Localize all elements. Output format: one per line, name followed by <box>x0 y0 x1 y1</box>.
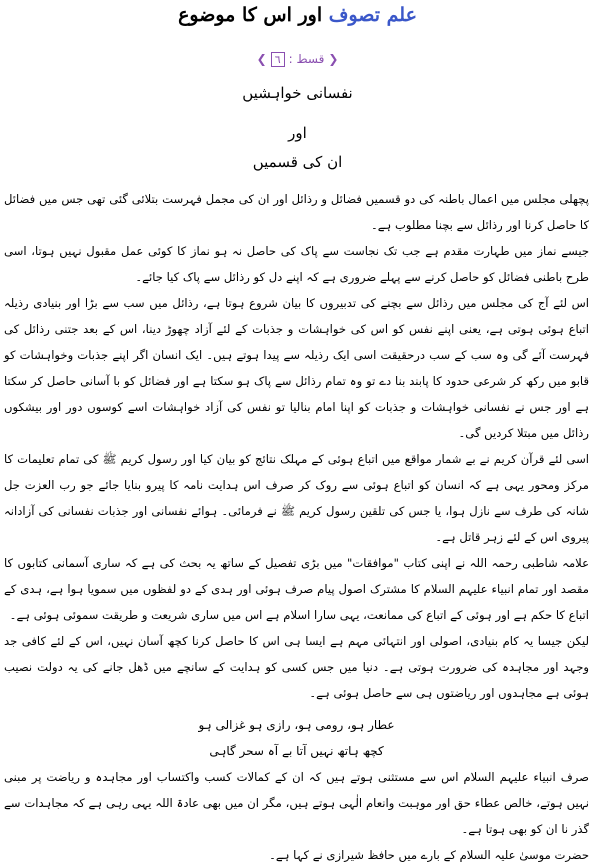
paragraph: صرف انبیاء علیہم السلام اس سے مستثنی ہوتے ہیں کہ ان کے کمالات کسب واکتساب اور مجاہدہ و ریاضت پر مبنی نہیں ہوتے، خالص عطاء حق اور موہبت وانعام الٰہی ہوتے ہیں، مگر ان میں بھی عادۃ اللہ یہی رہی ہے کہ مجاہدات سے گذر نا ان کو بھی ہوتا ہے۔ <box>4 770 589 836</box>
paragraph: جیسے نماز میں طہارت مقدم ہے جب تک نجاست سے پاک کی حاصل نہ ہو نماز کا کوئی عمل مقبول نہیں ہوتا، اسی طرح باطنی فضائل کو حاصل کرنے سے پہلے ضروری ہے کہ اپنے دل کو رذائل سے پاک کیا جائے۔ <box>4 244 589 284</box>
paragraph: علامہ شاطبی رحمہ اللہ نے اپنی کتاب "موافقات" میں بڑی تفصیل کے ساتھ یہ بحث کی ہے کہ ساری آسمانی کتابوں کا مقصد اور تمام انبیاء علیہم السلام کا مشترک اصول پیام صرف ہوئی اور ہدی کے دو لفظوں میں سمویا ہوا ہے، ہدی کے اتباع کا حکم ہے اور ہوئی کے اتباع کی ممانعت، یہی سارا اسلام ہے اس میں ساری شریعت و طریقت سموئی ہوئی ہے۔ <box>4 556 589 622</box>
installment-number: ٦ <box>271 52 285 67</box>
ornament-left-icon: ❯ <box>256 52 267 66</box>
paragraph: حضرت موسیٰ علیہ السلام کے بارے میں حافظ شیرازی نے کہا ہے۔ <box>269 848 589 862</box>
paragraph: اسی لئے قرآن کریم نے بے شمار مواقع میں اتباع ہوئی کے مہلک نتائج کو بیان کیا اور رسول کریم ﷺ کی تمام تعلیمات کا مرکز ومحور یہی ہے کہ انسان کو اتباع ہوئی سے روک کر صرف اس ہدایت نامہ کا پیرو بنایا جائے جو رب العزت جل شانہ کی طرف سے نازل ہوا، یا جس کی تلقین رسول کریم ﷺ نے فرمائی۔ ہوائے نفسانی اور جذبات نفسانی کی آزادانہ پیروی اس کے لئے زہر قاتل ہے۔ <box>4 452 589 544</box>
paragraph: پچھلی مجلس میں اعمال باطنہ کی دو قسمیں فضائل و رذائل اور ان کی مجمل فہرست بتلائی گئی تھی جس میں فضائل کا حاصل کرنا اور رذائل سے بچنا مطلوب ہے۔ <box>4 192 589 232</box>
article-body <box>4 186 589 868</box>
paragraph: اس لئے آج کی مجلس میں رذائل سے بچنے کی تدبیروں کا بیان شروع ہوتا ہے، رذائل میں سب سے بڑا اور بنیادی رذیلہ اتباع ہوئی ہوتی ہے، یعنی اپنے نفس کو اس کی خواہشات و جذبات کے لئے آزاد چھوڑ دینا، اس کے بعد جتنی رذائل کی فہرست آئے گی وہ سب کے سب درحقیقت اسی ایک رذیلہ سے پیدا ہوتے ہیں۔ ایک انسان اگر اپنے جذبات وخواہشات کو قابو میں رکھ کر شرعی حدود کا پابند بنا دے تو وہ تمام رذائل سے پاک ہو سکتا ہے اور فضائل کو با آسانی حاصل کر سکتا ہے اور جس نے نفسانی خواہشات و جذبات کو اپنا امام بنالیا تو نفس کی آزاد خواہشات اسے کوسوں دور اور بیشکوں رذائل میں مبتلا کردیں گی۔ <box>4 296 589 440</box>
page-title <box>0 4 595 26</box>
installment-badge-wrap <box>0 48 595 67</box>
title-accent: علم تصوف <box>328 4 417 26</box>
verse-line: کچھ ہاتھ نہیں آتا بے آہ سحر گاہی <box>209 744 384 758</box>
heading-desires: نفسانی خواہشیں <box>242 84 353 102</box>
heading-and: اور <box>288 124 307 142</box>
paragraph: لیکن جیسا یہ کام بنیادی، اصولی اور انتہائی مہم ہے ایسا ہی اس کا حاصل کرنا کچھ آسان نہیں، اس کے لئے کافی جد وجہد اور مجاہدہ کی ضرورت ہوتی ہے۔ دنیا میں جس کسی کو ہدایت کے سانچے میں ڈھل جانے کی یہ دولت نصیب ہوئی ہے مجاہدوں اور ریاضتوں ہی سے حاصل ہوئی ہے۔ <box>4 634 589 700</box>
installment-label: قسط : <box>288 52 325 66</box>
ornament-right-icon: ❮ <box>328 52 339 66</box>
heading-types: ان کی قسمیں <box>252 153 343 171</box>
verse-line: عطار ہو، رومی ہو، رازی ہو غزالی ہو <box>198 718 395 732</box>
installment-badge <box>257 52 339 67</box>
title-rest: اور اس کا موضوع <box>178 4 329 26</box>
